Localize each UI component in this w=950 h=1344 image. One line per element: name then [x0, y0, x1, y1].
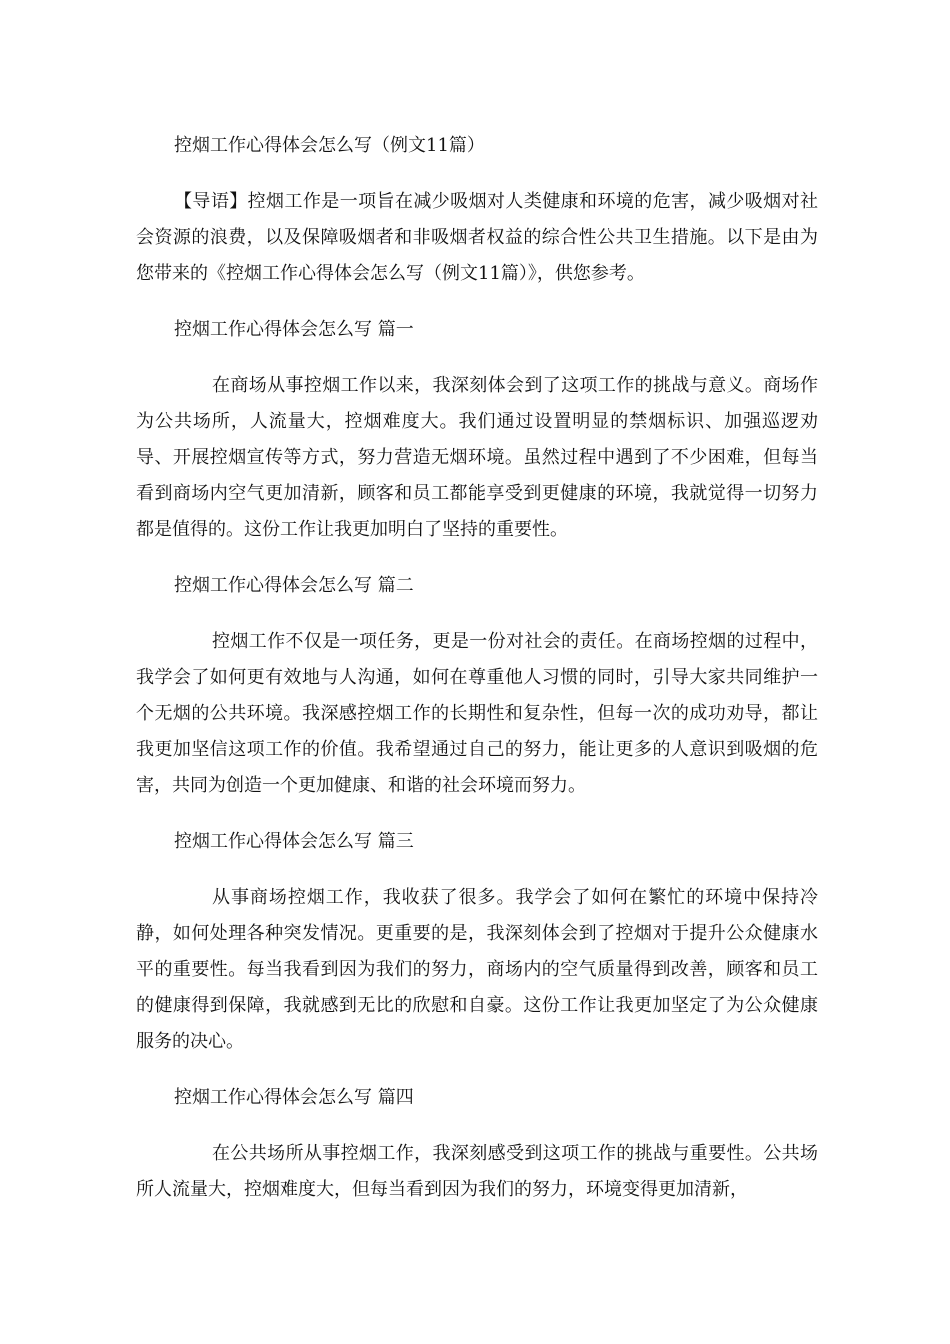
intro-paragraph: 【导语】控烟工作是一项旨在减少吸烟对人类健康和环境的危害，减少吸烟对社会资源的浪费，以及保障吸烟者和非吸烟者权益的综合性公共卫生措施。以下是由为您带来的《控烟工作心得体会怎么写（例文11篇）》，供您参考。	[136, 191, 818, 284]
section-heading-4: 控烟工作心得体会怎么写 篇四	[174, 1087, 414, 1108]
section-body-1: 在商场从事控烟工作以来，我深刻体会到了这项工作的挑战与意义。商场作为公共场所，人流量大，控烟难度大。我们通过设置明显的禁烟标识、加强巡逻劝导、开展控烟宣传等方式，努力营造无烟环境。虽然过程中遇到了不少困难，但每当看到商场内空气更加清新，顾客和员工都能享受到更健康的环境，我就觉得一切努力都是值得的。这份工作让我更加明白了坚持的重要性。	[136, 375, 818, 540]
document-title: 控烟工作心得体会怎么写（例文11篇）	[174, 135, 485, 156]
document-content	[136, 128, 818, 1228]
section-heading-1: 控烟工作心得体会怎么写 篇一	[174, 319, 414, 340]
section-body-4: 在公共场所从事控烟工作，我深刻感受到这项工作的挑战与重要性。公共场所人流量大，控烟难度大，但每当看到因为我们的努力，环境变得更加清新，	[136, 1143, 818, 1200]
section-heading-3: 控烟工作心得体会怎么写 篇三	[174, 831, 414, 852]
section-body-3: 从事商场控烟工作，我收获了很多。我学会了如何在繁忙的环境中保持冷静，如何处理各种突发情况。更重要的是，我深刻体会到了控烟对于提升公众健康水平的重要性。每当我看到因为我们的努力，商场内的空气质量得到改善，顾客和员工的健康得到保障，我就感到无比的欣慰和自豪。这份工作让我更加坚定了为公众健康服务的决心。	[136, 887, 818, 1052]
section-heading-2: 控烟工作心得体会怎么写 篇二	[174, 575, 414, 596]
section-body-2: 控烟工作不仅是一项任务，更是一份对社会的责任。在商场控烟的过程中，我学会了如何更有效地与人沟通，如何在尊重他人习惯的同时，引导大家共同维护一个无烟的公共环境。我深感控烟工作的长期性和复杂性，但每一次的成功劝导，都让我更加坚信这项工作的价值。我希望通过自己的努力，能让更多的人意识到吸烟的危害，共同为创造一个更加健康、和谐的社会环境而努力。	[136, 631, 818, 796]
